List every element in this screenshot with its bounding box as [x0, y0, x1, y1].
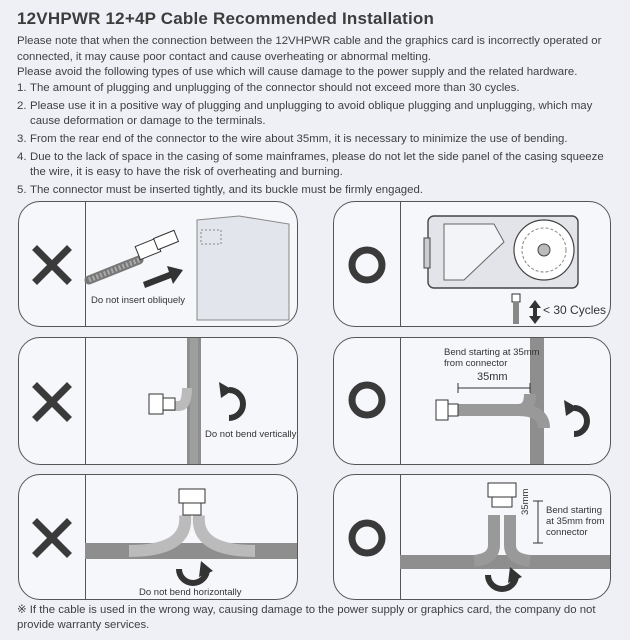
panel-right-horizontal-measure: 35mm	[520, 488, 531, 515]
panel-right-vertical-caption-2: from connector	[444, 358, 508, 369]
rule-item: 3. From the rear end of the connector to the wire about 35mm, it is necessary to minimize the use of bending.	[17, 133, 568, 145]
panel-right-cycles-caption: < 30 Cycles	[543, 303, 607, 317]
panel-wrong-oblique	[18, 201, 298, 327]
rule-item: 2. Please use it in a positive way of plugging and unplugging to avoid oblique plugging and unplugging, which may cause deformation or damage to the terminals.	[17, 100, 593, 127]
panel-right-vertical-measure: 35mm	[477, 371, 508, 383]
measure-line-icon	[533, 501, 543, 543]
intro-paragraph-1: Please note that when the connection between the 12VHPWR cable and the graphics card is incorrectly operated or connected, it may cause poor contact and cause overheating or abnormal melting.	[17, 35, 602, 63]
rule-item: 1. The amount of plugging and unplugging of the connector should not exceed more than 30 cycles.	[17, 82, 520, 94]
rotate-arrow-icon	[219, 382, 243, 418]
rotate-arrow-icon	[179, 561, 213, 583]
rotate-arrow-icon	[564, 400, 587, 434]
connector-icon	[436, 400, 458, 420]
panel-wrong-oblique-illustration	[19, 202, 298, 327]
horizontal-cable-path-icon	[85, 515, 298, 559]
rule-item: 4. Due to the lack of space in the casing of some mainframes, please do not let the side panel of the casing squeeze the wire, it is easy to have the risk of overheating and burning.	[17, 151, 604, 178]
panel-wrong-horizontal	[18, 474, 298, 600]
circle-ok-icon	[352, 523, 382, 553]
rules-list	[17, 81, 617, 201]
panel-wrong-horizontal-caption: Do not bend horizontally	[139, 587, 242, 598]
rule-item: 5. The connector must be inserted tightly, and its buckle must be firmly engaged.	[17, 184, 423, 196]
panel-wrong-vertical	[18, 337, 298, 465]
panel-wrong-horizontal-illustration	[19, 475, 298, 600]
connector-icon	[488, 483, 516, 507]
circle-ok-icon	[352, 250, 382, 280]
graphics-card-edge-icon	[197, 216, 289, 320]
cross-icon	[37, 523, 67, 553]
panel-right-horizontal-caption-3: connector	[546, 527, 588, 538]
page-title: 12VHPWR 12+4P Cable Recommended Installation	[17, 9, 435, 28]
panel-right-cycles	[333, 201, 611, 327]
panel-right-vertical-caption-1: Bend starting at 35mm	[444, 347, 540, 358]
panel-right-horizontal	[333, 474, 611, 600]
panel-wrong-oblique-caption: Do not insert obliquely	[91, 295, 185, 306]
oblique-cable-icon	[89, 230, 178, 280]
vertical-cable-icon	[512, 294, 520, 324]
measure-line-icon	[458, 383, 530, 393]
panel-wrong-vertical-illustration	[19, 338, 298, 465]
panel-right-horizontal-caption-1: Bend starting	[546, 505, 602, 516]
cross-icon	[37, 387, 67, 417]
connector-icon	[179, 489, 205, 515]
panel-right-vertical	[333, 337, 611, 465]
cross-icon	[37, 250, 67, 280]
panel-wrong-vertical-caption: Do not bend vertically	[205, 429, 297, 440]
panel-right-horizontal-caption-2: at 35mm from	[546, 516, 605, 527]
intro-paragraph-2: Please avoid the following types of use which will cause damage to the power supply and the related hardware.	[17, 66, 578, 78]
intro-text	[17, 34, 617, 81]
graphics-card-icon	[424, 216, 578, 288]
warranty-note: ※ If the cable is used in the wrong way, causing damage to the power supply or graphics card, the company do not provide warranty services.	[17, 604, 596, 631]
up-down-arrow-icon	[529, 300, 541, 324]
circle-ok-icon	[352, 385, 382, 415]
arrow-right-icon	[143, 266, 183, 288]
rotate-arrow-icon	[488, 567, 522, 589]
